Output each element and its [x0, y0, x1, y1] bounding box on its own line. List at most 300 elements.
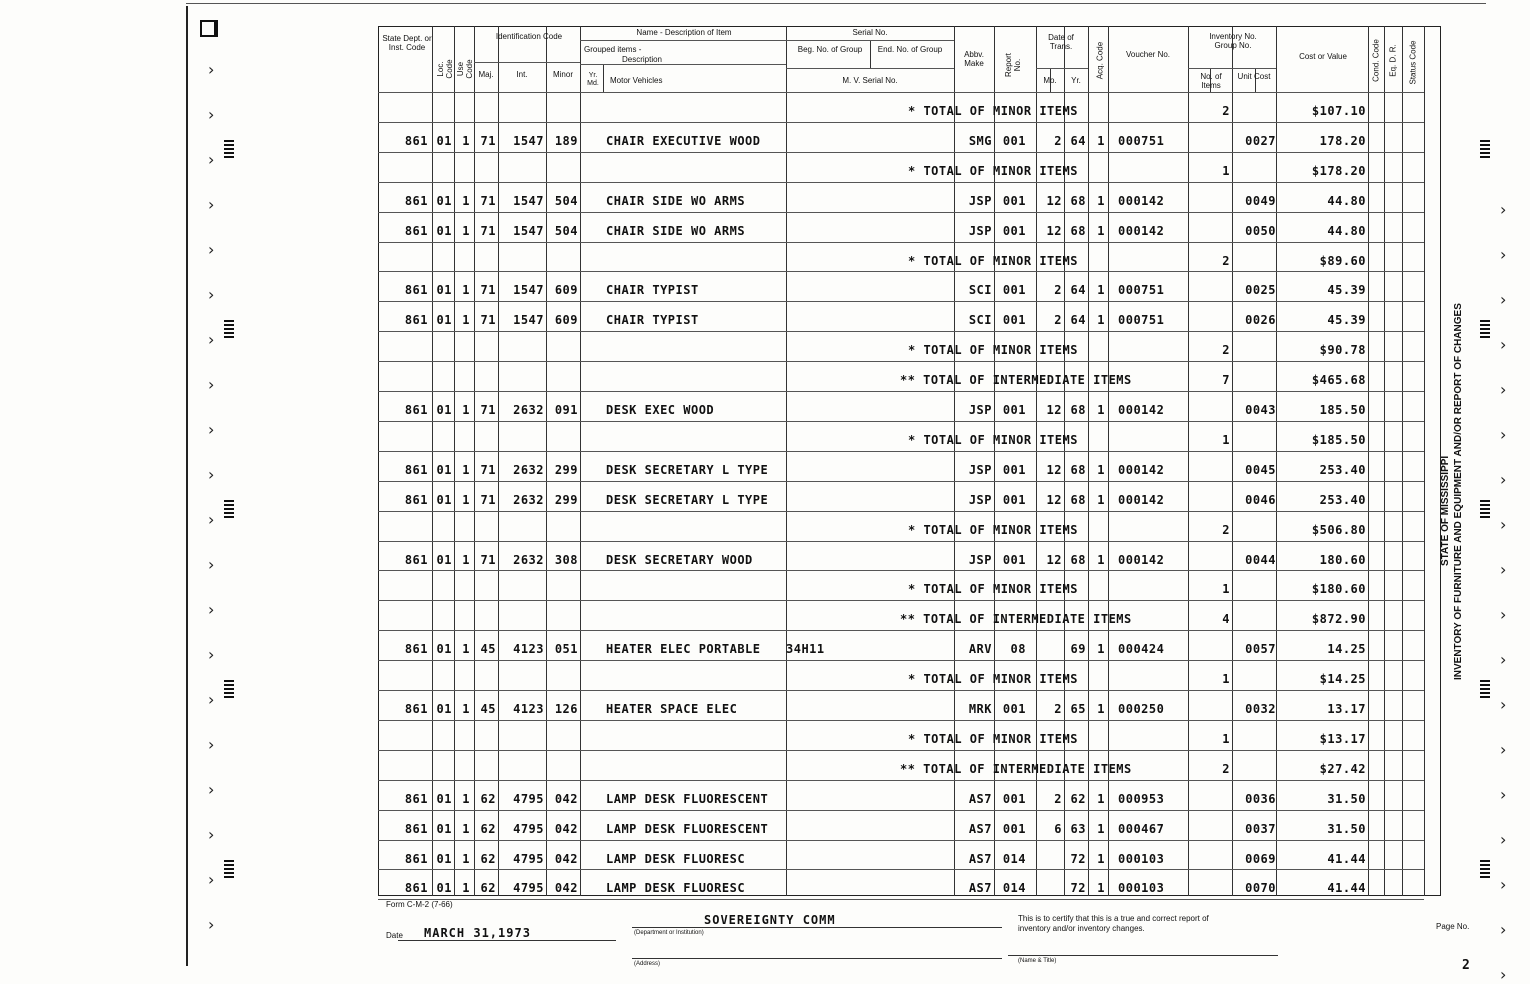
cell-make: JSP: [968, 193, 992, 208]
sprocket-hole-icon: ›: [208, 195, 215, 214]
cell-group: 0069: [1245, 851, 1276, 866]
cell-use: 1: [462, 193, 470, 208]
column-divider: [1424, 26, 1425, 896]
sprocket-hole-icon: ›: [1500, 380, 1507, 399]
cell-report: 001: [1002, 462, 1026, 477]
header-mo: Mo.: [1043, 76, 1057, 85]
name-title-label: (Name & Title): [1018, 958, 1057, 964]
total-amount: $506.80: [1311, 522, 1366, 537]
row-rule: [378, 690, 1424, 691]
address-label: (Address): [634, 961, 661, 967]
header-identification-code: Identification Code: [495, 32, 563, 41]
cell-make: AS7: [968, 881, 992, 896]
cell-use: 1: [462, 403, 470, 417]
cell-cost: 14.25: [1327, 642, 1366, 657]
cell-yr: 68: [1070, 223, 1086, 238]
cell-yr: 64: [1070, 283, 1086, 298]
total-count: 2: [1222, 104, 1230, 118]
minor-total-label: * TOTAL OF MINOR ITEMS: [908, 163, 1078, 178]
cell-minor: 042: [554, 851, 578, 866]
row-rule: [378, 242, 1424, 243]
total-count: 1: [1222, 432, 1230, 447]
cell-maj: 62: [480, 821, 496, 836]
total-amount: $14.25: [1319, 672, 1366, 687]
cell-desc: CHAIR EXECUTIVE WOOD: [606, 133, 761, 148]
header-serial-no: Serial No.: [852, 28, 888, 37]
cell-cost: 31.50: [1327, 791, 1366, 806]
sprocket-hole-icon: ›: [1500, 875, 1507, 894]
cell-loc: 01: [436, 462, 452, 477]
cell-use: 1: [462, 283, 470, 298]
cell-cost: 44.80: [1327, 223, 1366, 238]
header-no-items: No. of Items: [1200, 72, 1222, 90]
cell-dept: 861: [404, 881, 428, 896]
cell-desc: CHAIR SIDE WO ARMS: [606, 223, 746, 238]
total-amount: $180.60: [1311, 582, 1366, 597]
cell-int: 2632: [513, 462, 544, 477]
sprocket-hole-icon: ›: [208, 825, 215, 844]
sprocket-hole-icon: ›: [208, 420, 215, 439]
cell-desc: LAMP DESK FLUORESCENT: [606, 791, 769, 806]
sprocket-hole-icon: ›: [1500, 425, 1507, 444]
cell-desc: LAMP DESK FLUORESCENT: [606, 821, 769, 836]
cell-group: 0049: [1245, 193, 1276, 208]
cell-make: JSP: [968, 462, 992, 477]
cell-dept: 861: [404, 283, 428, 298]
total-count: 1: [1222, 582, 1230, 597]
cell-int: 2632: [513, 552, 544, 567]
header-subdivider: [603, 64, 604, 92]
registration-mark-icon: [1480, 860, 1490, 880]
cell-group: 0057: [1245, 642, 1276, 657]
cell-acq: 1: [1097, 223, 1105, 238]
cell-yr: 64: [1070, 313, 1086, 328]
registration-mark-icon: [1480, 140, 1490, 160]
cell-voucher: 000103: [1118, 881, 1165, 896]
cell-maj: 71: [480, 133, 496, 148]
cell-int: 2632: [513, 492, 544, 507]
cell-make: AS7: [968, 821, 992, 836]
cell-yr: 63: [1070, 821, 1086, 836]
cell-voucher: 000751: [1118, 313, 1165, 328]
column-divider: [786, 26, 787, 896]
total-count: 2: [1222, 522, 1230, 537]
date-value: MARCH 31,1973: [424, 926, 531, 940]
cell-dept: 861: [404, 462, 428, 477]
row-rule: [378, 570, 1424, 571]
sprocket-hole-icon: ›: [1500, 695, 1507, 714]
cell-report: 001: [1002, 283, 1026, 298]
row-rule: [378, 301, 1424, 302]
row-rule: [378, 92, 1424, 93]
cell-desc: DESK EXEC WOOD: [606, 403, 715, 417]
total-count: 4: [1222, 612, 1230, 627]
cell-int: 1547: [513, 283, 544, 298]
cell-maj: 62: [480, 791, 496, 806]
cell-use: 1: [462, 552, 470, 567]
intermediate-total-label: ** TOTAL OF INTERMEDIATE ITEMS: [900, 612, 1132, 627]
header-rule: [580, 40, 954, 41]
column-divider: [1232, 26, 1233, 896]
total-count: 1: [1222, 163, 1230, 178]
column-divider: [1188, 26, 1189, 896]
row-rule: [378, 899, 1424, 900]
cell-minor: 299: [554, 462, 578, 477]
header-voucher-no: Voucher No.: [1125, 50, 1171, 59]
cell-int: 1547: [513, 313, 544, 328]
cell-dept: 861: [404, 133, 428, 148]
cell-dept: 861: [404, 702, 428, 716]
header-grouped-items: Grouped items -: [584, 45, 642, 54]
cell-group: 0043: [1245, 403, 1276, 417]
top-edge-line: [186, 3, 1486, 4]
cell-loc: 01: [436, 821, 452, 836]
row-rule: [378, 331, 1424, 332]
cell-minor: 051: [554, 642, 578, 657]
cell-mo: 2: [1054, 702, 1062, 716]
cell-report: 001: [1002, 552, 1026, 567]
sprocket-hole-icon: ›: [1500, 920, 1507, 939]
column-divider: [1384, 26, 1385, 896]
form-number: Form C-M-2 (7-66): [386, 900, 453, 909]
cell-cost: 44.80: [1327, 193, 1366, 208]
sprocket-hole-icon: ›: [208, 555, 215, 574]
row-rule: [378, 750, 1424, 751]
cell-maj: 71: [480, 193, 496, 208]
cell-maj: 71: [480, 462, 496, 477]
sprocket-hole-icon: ›: [1500, 200, 1507, 219]
sprocket-hole-icon: ›: [208, 915, 215, 934]
cell-int: 4123: [513, 642, 544, 657]
row-rule: [378, 421, 1424, 422]
column-divider: [474, 26, 475, 896]
minor-total-label: * TOTAL OF MINOR ITEMS: [908, 672, 1078, 687]
row-rule: [378, 810, 1424, 811]
cell-desc: DESK SECRETARY L TYPE: [606, 492, 769, 507]
cell-group: 0037: [1245, 821, 1276, 836]
sprocket-hole-icon: ›: [208, 465, 215, 484]
sprocket-hole-icon: ›: [208, 375, 215, 394]
cell-group: 0070: [1245, 881, 1276, 896]
cell-voucher: 000142: [1118, 403, 1165, 417]
cell-make: MRK: [968, 702, 992, 716]
column-divider: [546, 26, 547, 896]
row-rule: [378, 391, 1424, 392]
sprocket-hole-icon: ›: [1500, 740, 1507, 759]
cell-yr: 72: [1070, 851, 1086, 866]
cell-report: 001: [1002, 403, 1026, 417]
header-inventory-no: Inventory No. Group No.: [1209, 32, 1257, 50]
cell-int: 4123: [513, 702, 544, 716]
cell-report: 001: [1002, 791, 1026, 806]
cell-report: 014: [1002, 881, 1026, 896]
total-count: 2: [1222, 253, 1230, 268]
cell-cost: 45.39: [1327, 313, 1366, 328]
cell-mo: 2: [1054, 313, 1062, 328]
cell-group: 0044: [1245, 552, 1276, 567]
cell-report: 08: [1010, 642, 1026, 657]
cell-dept: 861: [404, 552, 428, 567]
cell-acq: 1: [1097, 492, 1105, 507]
cell-voucher: 000142: [1118, 552, 1165, 567]
cell-loc: 01: [436, 133, 452, 148]
cell-cost: 253.40: [1319, 462, 1366, 477]
cell-loc: 01: [436, 881, 452, 896]
cell-loc: 01: [436, 702, 452, 716]
header-use-code: Use Code: [456, 59, 474, 79]
date-underline: [398, 940, 616, 941]
cell-report: 001: [1002, 821, 1026, 836]
cell-voucher: 000142: [1118, 223, 1165, 238]
row-rule: [378, 840, 1424, 841]
cell-group: 0032: [1245, 702, 1276, 716]
cell-int: 4795: [513, 821, 544, 836]
header-cost-value: Cost or Value: [1299, 52, 1347, 61]
row-rule: [378, 600, 1424, 601]
sprocket-hole-icon: ›: [208, 285, 215, 304]
cell-group: 0026: [1245, 313, 1276, 328]
cell-loc: 01: [436, 851, 452, 866]
header-unit-cost: Unit Cost: [1237, 72, 1271, 81]
row-rule: [378, 720, 1424, 721]
row-rule: [378, 541, 1424, 542]
cell-cost: 45.39: [1327, 283, 1366, 298]
cell-cost: 185.50: [1319, 403, 1366, 417]
cell-group: 0050: [1245, 223, 1276, 238]
cell-acq: 1: [1097, 193, 1105, 208]
intermediate-total-label: ** TOTAL OF INTERMEDIATE ITEMS: [900, 761, 1132, 776]
cell-cost: 41.44: [1327, 851, 1366, 866]
sprocket-hole-icon: ›: [208, 600, 215, 619]
header-state-dept: State Dept. or Inst. Code: [382, 34, 432, 52]
cell-make: AS7: [968, 791, 992, 806]
cell-voucher: 000424: [1118, 642, 1165, 657]
sprocket-hole-icon: ›: [1500, 650, 1507, 669]
cell-group: 0025: [1245, 283, 1276, 298]
cell-loc: 01: [436, 313, 452, 328]
registration-mark-icon: [1480, 320, 1490, 340]
cell-int: 4795: [513, 851, 544, 866]
cell-make: ARV: [968, 642, 992, 657]
cell-yr: 68: [1070, 193, 1086, 208]
cell-mo: 2: [1054, 791, 1062, 806]
cell-loc: 01: [436, 492, 452, 507]
header-minor: Minor: [552, 70, 573, 79]
cell-mo: 2: [1054, 283, 1062, 298]
cell-loc: 01: [436, 403, 452, 417]
column-divider: [454, 26, 455, 896]
total-amount: $107.10: [1311, 104, 1366, 118]
row-rule: [378, 271, 1424, 272]
cell-minor: 042: [554, 881, 578, 896]
total-amount: $89.60: [1319, 253, 1366, 268]
header-rule: [786, 68, 954, 69]
cell-make: SMG: [968, 133, 992, 148]
cell-use: 1: [462, 881, 470, 896]
cell-dept: 861: [404, 403, 428, 417]
cell-int: 1547: [513, 193, 544, 208]
cell-yr: 62: [1070, 791, 1086, 806]
column-divider: [432, 26, 433, 896]
total-amount: $27.42: [1319, 761, 1366, 776]
cell-maj: 71: [480, 492, 496, 507]
cell-dept: 861: [404, 223, 428, 238]
cell-make: SCI: [968, 283, 992, 298]
cell-loc: 01: [436, 642, 452, 657]
cell-group: 0027: [1245, 133, 1276, 148]
total-count: 2: [1222, 761, 1230, 776]
cell-voucher: 000142: [1118, 193, 1165, 208]
page-number: 2: [1462, 958, 1471, 973]
cell-cost: 31.50: [1327, 821, 1366, 836]
minor-total-label: * TOTAL OF MINOR ITEMS: [908, 343, 1078, 358]
cell-loc: 01: [436, 552, 452, 567]
cell-acq: 1: [1097, 791, 1105, 806]
sprocket-hole-icon: ›: [1500, 830, 1507, 849]
sprocket-hole-icon: ›: [208, 150, 215, 169]
cell-yr: 65: [1070, 702, 1086, 716]
cell-mo: 12: [1046, 193, 1062, 208]
cell-report: 001: [1002, 702, 1026, 716]
cell-maj: 71: [480, 283, 496, 298]
cell-use: 1: [462, 821, 470, 836]
cell-int: 4795: [513, 791, 544, 806]
cell-yr: 72: [1070, 881, 1086, 896]
minor-total-label: * TOTAL OF MINOR ITEMS: [908, 522, 1078, 537]
cell-acq: 1: [1097, 283, 1105, 298]
header-rule: [1188, 68, 1276, 69]
cell-acq: 1: [1097, 133, 1105, 148]
cell-minor: 126: [554, 702, 578, 716]
cell-int: 1547: [513, 223, 544, 238]
corner-mark-icon: [200, 20, 218, 37]
certify-line-2: inventory and/or inventory changes.: [1018, 924, 1145, 933]
cell-voucher: 000142: [1118, 492, 1165, 507]
cell-make: SCI: [968, 313, 992, 328]
cell-dept: 861: [404, 492, 428, 507]
address-underline: [632, 958, 1002, 959]
column-divider: [498, 26, 499, 896]
cell-minor: 609: [554, 313, 578, 328]
sprocket-hole-icon: ›: [208, 735, 215, 754]
cell-group: 0046: [1245, 492, 1276, 507]
cell-maj: 62: [480, 851, 496, 866]
cell-acq: 1: [1097, 642, 1105, 657]
sprocket-hole-icon: ›: [1500, 290, 1507, 309]
registration-mark-icon: [1480, 680, 1490, 700]
sprocket-hole-icon: ›: [208, 780, 215, 799]
cell-make: JSP: [968, 552, 992, 567]
cell-loc: 01: [436, 193, 452, 208]
cell-maj: 71: [480, 223, 496, 238]
cell-report: 001: [1002, 133, 1026, 148]
cell-maj: 45: [480, 702, 496, 716]
header-rule: [580, 64, 786, 65]
row-rule: [378, 660, 1424, 661]
cell-use: 1: [462, 851, 470, 866]
cell-minor: 504: [554, 223, 578, 238]
total-amount: $13.17: [1319, 731, 1366, 746]
department-label: (Department or Institution): [634, 930, 704, 936]
cell-make: JSP: [968, 403, 992, 417]
cell-minor: 504: [554, 193, 578, 208]
header-yr-md: Yr. Md.: [587, 72, 599, 87]
minor-total-label: * TOTAL OF MINOR ITEMS: [908, 253, 1078, 268]
cell-int: 1547: [513, 133, 544, 148]
cell-use: 1: [462, 462, 470, 477]
cell-report: 014: [1002, 851, 1026, 866]
cell-loc: 01: [436, 223, 452, 238]
registration-mark-icon: [224, 680, 234, 700]
row-rule: [378, 511, 1424, 512]
sprocket-hole-icon: ›: [208, 510, 215, 529]
cell-yr: 64: [1070, 133, 1086, 148]
row-rule: [378, 122, 1424, 123]
header-loc-code: Loc. Code: [436, 59, 454, 79]
cell-desc: HEATER SPACE ELEC: [606, 702, 738, 716]
cell-minor: 042: [554, 791, 578, 806]
column-divider: [1276, 26, 1277, 896]
cell-yr: 68: [1070, 403, 1086, 417]
cell-voucher: 000751: [1118, 133, 1165, 148]
total-count: 7: [1222, 373, 1230, 388]
header-beg-no: Beg. No. of Group: [797, 45, 863, 54]
cell-desc: DESK SECRETARY L TYPE: [606, 462, 769, 477]
cell-minor: 299: [554, 492, 578, 507]
cell-use: 1: [462, 313, 470, 328]
cell-minor: 609: [554, 283, 578, 298]
page-label: Page No.: [1436, 922, 1470, 931]
row-rule: [378, 869, 1424, 870]
cell-maj: 71: [480, 313, 496, 328]
cell-report: 001: [1002, 193, 1026, 208]
row-rule: [378, 361, 1424, 362]
cell-mo: 2: [1054, 133, 1062, 148]
cell-make: JSP: [968, 223, 992, 238]
cell-cost: 41.44: [1327, 881, 1366, 896]
sprocket-hole-icon: ›: [1500, 965, 1507, 984]
cell-use: 1: [462, 223, 470, 238]
total-amount: $465.68: [1311, 373, 1366, 388]
header-eq-dr: Eq. D. R.: [1388, 44, 1398, 77]
column-divider: [1402, 26, 1403, 896]
cell-use: 1: [462, 492, 470, 507]
cell-desc: DESK SECRETARY WOOD: [606, 552, 753, 567]
sprocket-hole-icon: ›: [208, 870, 215, 889]
cell-desc: LAMP DESK FLUORESC: [606, 851, 746, 866]
row-rule: [378, 182, 1424, 183]
cell-maj: 71: [480, 403, 496, 417]
sprocket-hole-icon: ›: [208, 105, 215, 124]
total-amount: $90.78: [1319, 343, 1366, 358]
cell-voucher: 000103: [1118, 851, 1165, 866]
sprocket-hole-icon: ›: [1500, 245, 1507, 264]
cell-dept: 861: [404, 821, 428, 836]
cell-minor: 042: [554, 821, 578, 836]
sprocket-hole-icon: ›: [1500, 470, 1507, 489]
header-yr: Yr.: [1071, 76, 1081, 85]
registration-mark-icon: [224, 500, 234, 520]
cell-minor: 308: [554, 552, 578, 567]
cell-use: 1: [462, 642, 470, 657]
sprocket-hole-icon: ›: [1500, 515, 1507, 534]
cell-acq: 1: [1097, 403, 1105, 417]
cell-group: 0036: [1245, 791, 1276, 806]
header-motor-vehicles: Motor Vehicles: [610, 76, 663, 85]
sprocket-hole-icon: ›: [1500, 560, 1507, 579]
cell-acq: 1: [1097, 851, 1105, 866]
cell-acq: 1: [1097, 881, 1105, 896]
